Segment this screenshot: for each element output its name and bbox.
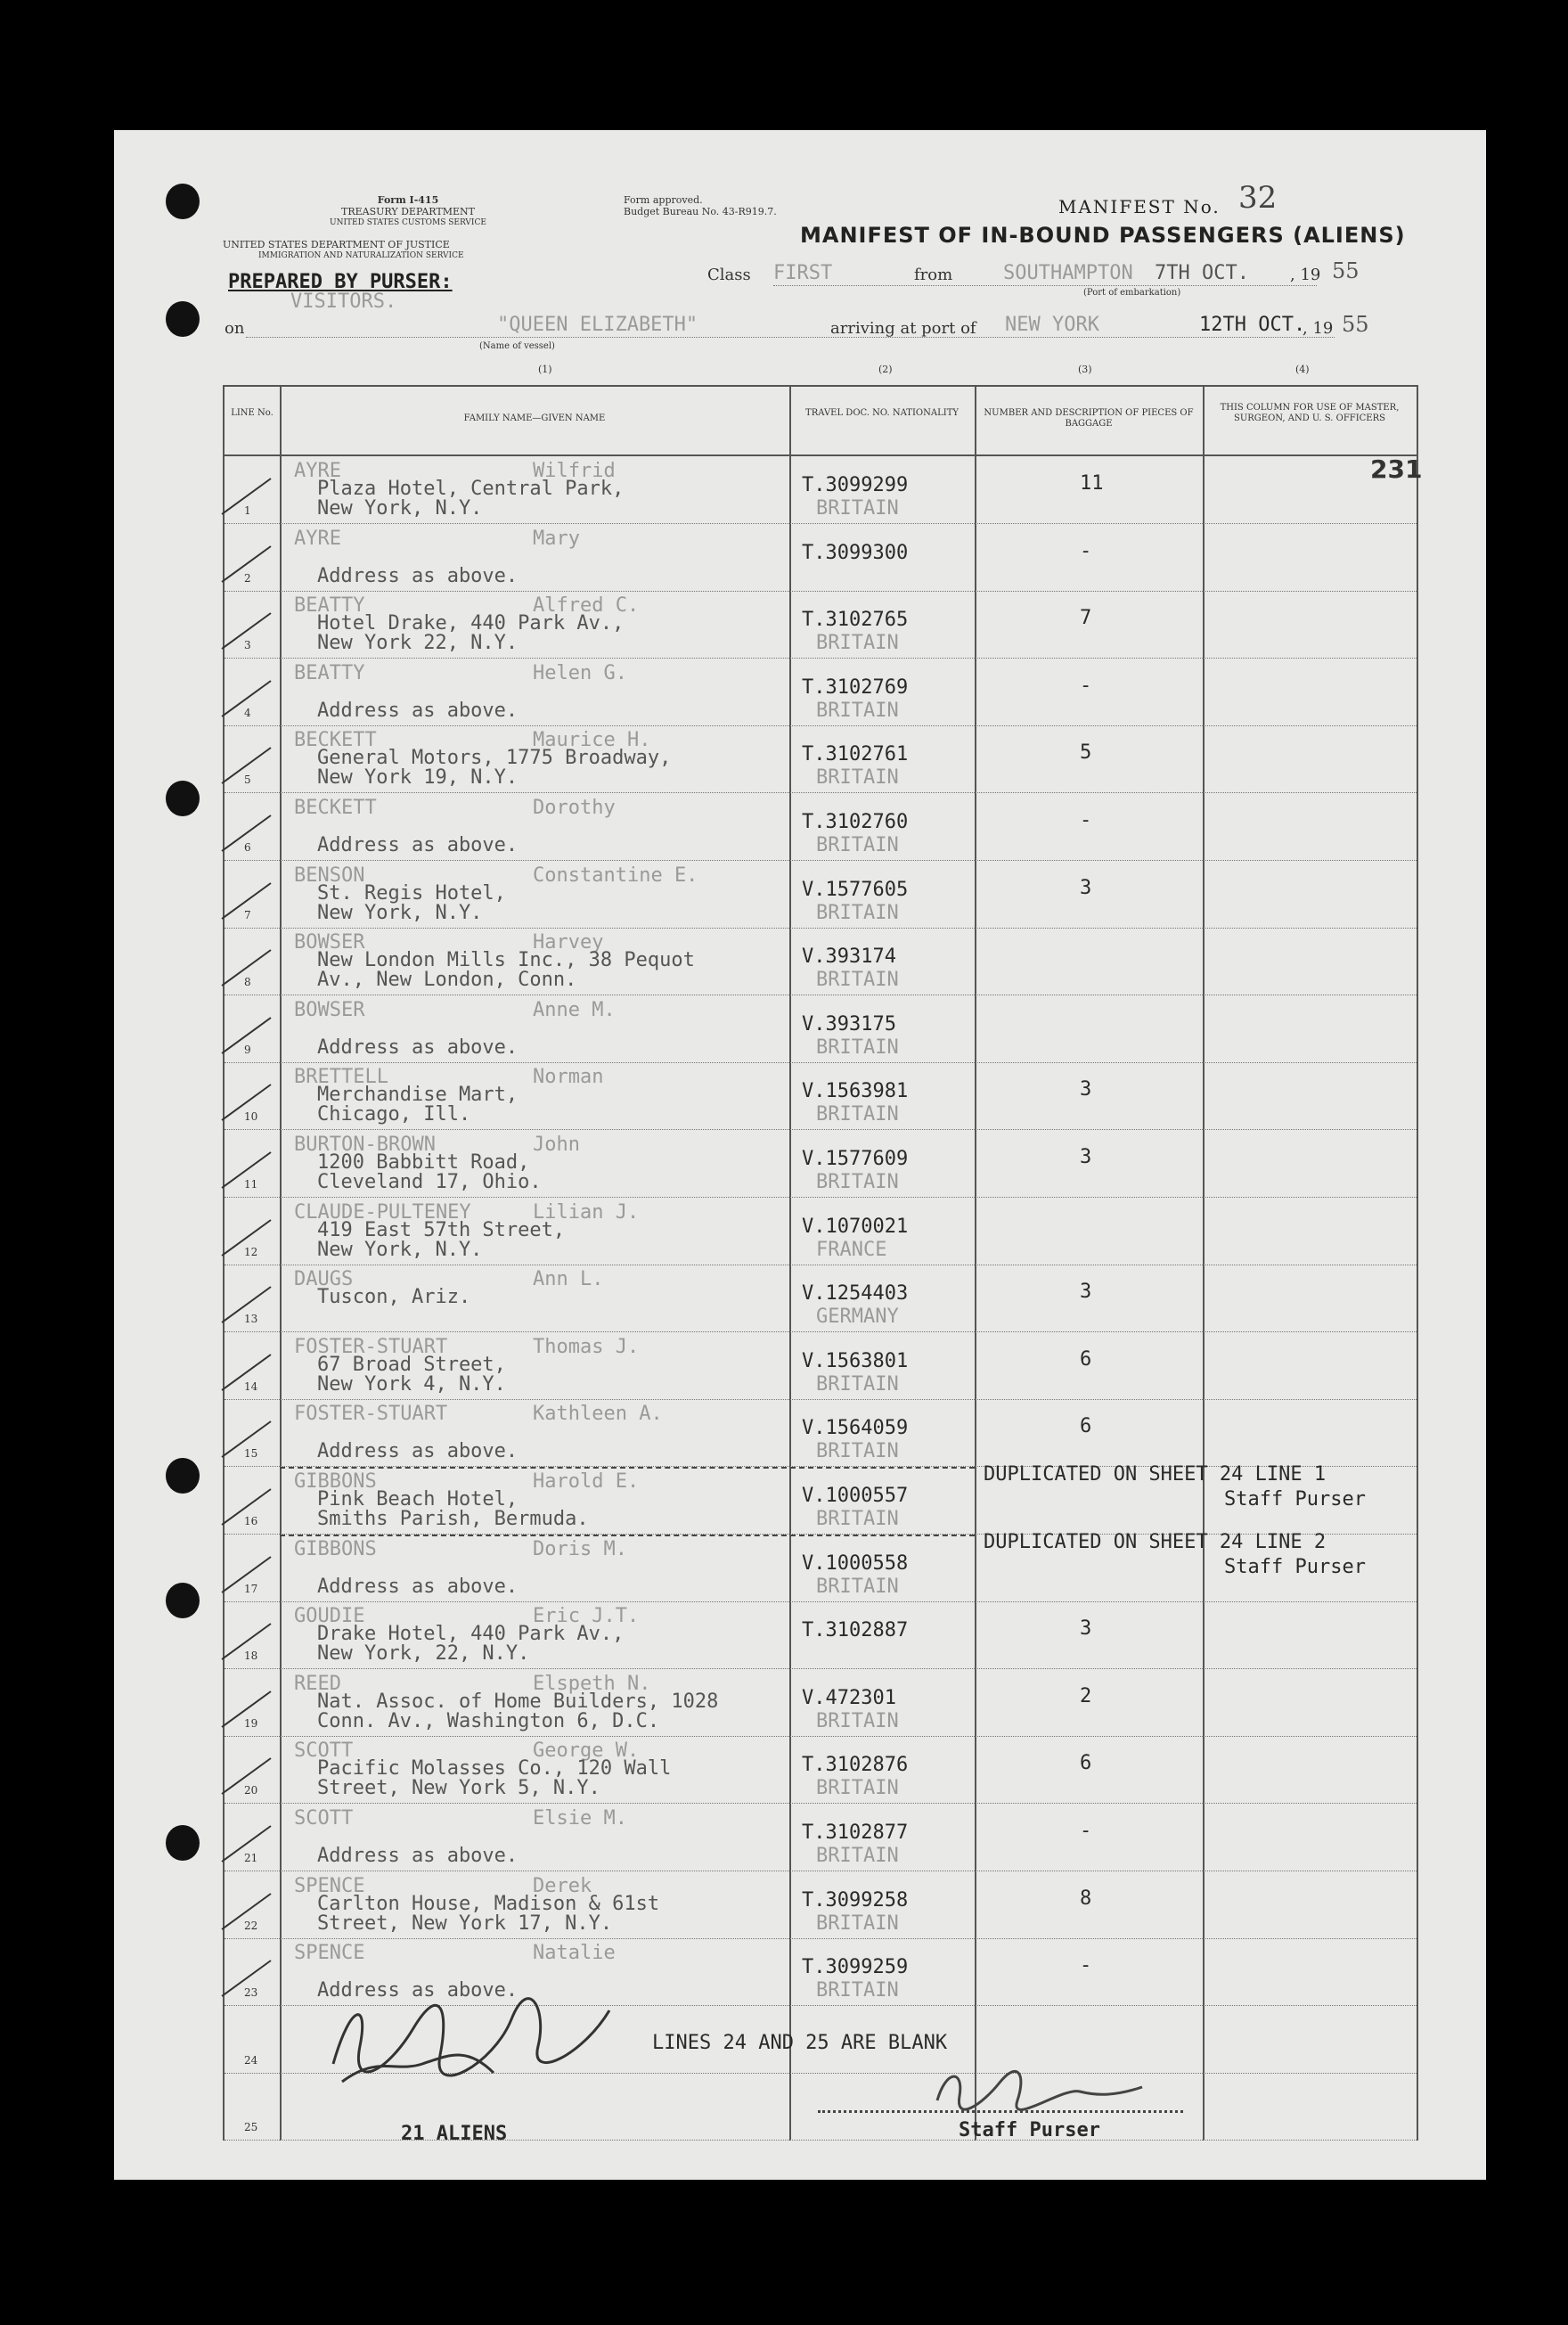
line-number: 12 bbox=[244, 1245, 258, 1258]
col-ref-1: (1) bbox=[538, 364, 552, 375]
line-number: 1 bbox=[244, 504, 251, 517]
header-travel-doc: TRAVEL DOC. NO. NATIONALITY bbox=[805, 408, 959, 418]
officer-note: Staff Purser bbox=[1224, 1488, 1366, 1510]
baggage-count: 6 bbox=[1080, 1347, 1092, 1371]
vessel-rule bbox=[246, 337, 1335, 338]
signature bbox=[315, 1993, 690, 2091]
nationality: BRITAIN bbox=[816, 1845, 899, 1867]
travel-doc-number: T.3099258 bbox=[802, 1888, 909, 1912]
table-row bbox=[225, 1332, 1418, 1400]
line-number: 17 bbox=[244, 1582, 258, 1595]
check-mark bbox=[217, 1013, 280, 1058]
line-number: 6 bbox=[244, 841, 251, 854]
table-row bbox=[225, 1198, 1418, 1265]
vessel-name: "QUEEN ELIZABETH" bbox=[497, 314, 698, 336]
baggage-count: 7 bbox=[1080, 607, 1092, 630]
family-name: BECKETT bbox=[294, 797, 377, 819]
family-name: GIBBONS bbox=[294, 1470, 377, 1493]
address-line-2: Av., New London, Conn. bbox=[317, 969, 577, 992]
purser-signature-mark bbox=[928, 2060, 1151, 2114]
duplicated-note: DUPLICATED ON SHEET 24 LINE 1 bbox=[984, 1463, 1327, 1486]
check-mark bbox=[217, 1687, 280, 1731]
class-label: Class bbox=[707, 266, 751, 284]
family-name: SPENCE bbox=[294, 1874, 365, 1897]
nationality: BRITAIN bbox=[816, 1036, 899, 1059]
treasury-department: TREASURY DEPARTMENT bbox=[341, 206, 475, 217]
check-mark bbox=[217, 1417, 280, 1461]
family-name: REED bbox=[294, 1672, 341, 1695]
given-name: Harvey bbox=[533, 931, 604, 954]
check-mark bbox=[217, 1080, 280, 1125]
travel-doc-number: V.1254403 bbox=[802, 1282, 909, 1306]
given-name: Natalie bbox=[533, 1942, 616, 1965]
address-line-2: Address as above. bbox=[317, 1575, 519, 1598]
table-row bbox=[225, 725, 1418, 793]
punch-hole bbox=[166, 1458, 200, 1494]
vessel-note: (Name of vessel) bbox=[479, 341, 555, 351]
check-mark bbox=[217, 609, 280, 653]
strike-rule bbox=[280, 1535, 975, 1536]
staff-purser-label: Staff Purser bbox=[959, 2119, 1100, 2141]
check-mark bbox=[217, 743, 280, 788]
manifest-table bbox=[223, 385, 1423, 2141]
address-line-2: Chicago, Ill. bbox=[317, 1103, 471, 1126]
line-number: 20 bbox=[244, 1784, 258, 1797]
duplicated-note: DUPLICATED ON SHEET 24 LINE 2 bbox=[984, 1530, 1327, 1553]
baggage-count: - bbox=[1080, 1954, 1092, 1977]
address-line-2: Cleveland 17, Ohio. bbox=[317, 1171, 542, 1193]
table-row bbox=[225, 995, 1418, 1063]
baggage-count: 5 bbox=[1080, 741, 1092, 765]
punch-hole bbox=[166, 301, 200, 337]
line-number: 22 bbox=[244, 1919, 258, 1932]
travel-doc-number: V.1070021 bbox=[802, 1215, 909, 1238]
on-label: on bbox=[225, 319, 245, 338]
table-row bbox=[225, 928, 1418, 995]
baggage-count: - bbox=[1080, 1820, 1092, 1842]
address-line-2: Street, New York 5, N.Y. bbox=[317, 1777, 600, 1800]
check-mark bbox=[217, 542, 280, 586]
given-name: Mary bbox=[533, 527, 580, 550]
page-title: MANIFEST OF IN-BOUND PASSENGERS (ALIENS) bbox=[800, 223, 1406, 248]
address-line-1: Plaza Hotel, Central Park, bbox=[317, 478, 625, 500]
table-body bbox=[225, 456, 1417, 2141]
table-row bbox=[225, 1530, 1418, 1602]
line-number: 18 bbox=[244, 1650, 258, 1663]
arrival-date: 12TH OCT. bbox=[1199, 314, 1306, 336]
stamp-number: 231 bbox=[1370, 454, 1423, 484]
address-line-2: Smiths Parish, Bermuda. bbox=[317, 1508, 589, 1530]
baggage-count: 3 bbox=[1080, 876, 1092, 899]
address-line-1: Drake Hotel, 440 Park Av., bbox=[317, 1623, 625, 1646]
family-name: GIBBONS bbox=[294, 1537, 377, 1560]
check-mark bbox=[217, 474, 280, 519]
table-row bbox=[225, 861, 1418, 929]
travel-doc-number: V.1564059 bbox=[802, 1417, 909, 1440]
baggage-count: 2 bbox=[1080, 1684, 1092, 1707]
line-number: 25 bbox=[244, 2121, 258, 2134]
blank-lines-note: LINES 24 AND 25 ARE BLANK bbox=[652, 2032, 948, 2054]
table-row bbox=[225, 1062, 1418, 1130]
table-row bbox=[225, 524, 1418, 592]
nationality: BRITAIN bbox=[816, 1103, 899, 1126]
travel-doc-number: V.393174 bbox=[802, 946, 896, 969]
table-row bbox=[225, 1601, 1418, 1669]
address-line-1: 67 Broad Street, bbox=[317, 1353, 506, 1376]
address-line-2: Address as above. bbox=[317, 564, 519, 587]
family-name: BOWSER bbox=[294, 998, 365, 1021]
nationality: BRITAIN bbox=[816, 1912, 899, 1935]
family-name: BURTON-BROWN bbox=[294, 1134, 436, 1156]
table-row bbox=[225, 1804, 1418, 1871]
table-row bbox=[225, 591, 1418, 659]
check-mark bbox=[217, 1956, 280, 2001]
baggage-count: 3 bbox=[1080, 1078, 1092, 1101]
form-approval bbox=[624, 194, 777, 217]
class-from-rule bbox=[773, 285, 1317, 286]
travel-doc-number: T.3102761 bbox=[802, 743, 909, 766]
address-line-1: Pink Beach Hotel, bbox=[317, 1488, 519, 1510]
year-prefix-2: , 19 bbox=[1303, 319, 1334, 338]
address-line-1: Merchandise Mart, bbox=[317, 1084, 519, 1107]
address-line-2: Address as above. bbox=[317, 1845, 519, 1867]
table-row bbox=[225, 1736, 1418, 1804]
address-line-2: New York 19, N.Y. bbox=[317, 766, 519, 790]
table-row bbox=[225, 1265, 1418, 1332]
col-ref-2: (2) bbox=[878, 364, 893, 375]
line-number: 8 bbox=[244, 976, 251, 989]
family-name: BECKETT bbox=[294, 729, 377, 752]
nationality: BRITAIN bbox=[816, 969, 899, 992]
punch-hole bbox=[166, 1825, 200, 1861]
line-number: 7 bbox=[244, 908, 251, 921]
manifest-number-label: MANIFEST No. bbox=[1058, 196, 1221, 217]
given-name: Ann L. bbox=[533, 1268, 604, 1291]
line-number: 21 bbox=[244, 1852, 258, 1864]
address-line-1: Carlton House, Madison & 61st bbox=[317, 1892, 660, 1915]
baggage-count: - bbox=[1080, 809, 1092, 831]
officer-note: Staff Purser bbox=[1224, 1555, 1366, 1578]
address-line-2: New York, N.Y. bbox=[317, 497, 483, 520]
prepared-by-purser: PREPARED BY PURSER: bbox=[228, 271, 453, 293]
travel-doc-number: T.3102765 bbox=[802, 609, 909, 632]
table-row bbox=[225, 659, 1418, 726]
year-2: 55 bbox=[1342, 312, 1369, 337]
baggage-count: - bbox=[1080, 674, 1092, 697]
travel-doc-number: V.1577609 bbox=[802, 1148, 909, 1170]
nationality: BRITAIN bbox=[816, 1777, 899, 1800]
punch-hole bbox=[166, 184, 200, 219]
given-name: Doris M. bbox=[533, 1537, 627, 1560]
customs-service: UNITED STATES CUSTOMS SERVICE bbox=[330, 218, 486, 227]
nationality: BRITAIN bbox=[816, 1440, 899, 1463]
address-line-1: Tuscon, Ariz. bbox=[317, 1286, 471, 1309]
family-name: BRETTELL bbox=[294, 1066, 388, 1089]
travel-doc-number: V.472301 bbox=[802, 1686, 896, 1709]
given-name: Lilian J. bbox=[533, 1200, 640, 1224]
travel-doc-number: T.3102760 bbox=[802, 811, 909, 833]
address-line-1: Hotel Drake, 440 Park Av., bbox=[317, 612, 625, 635]
family-name: BENSON bbox=[294, 864, 365, 887]
form-number: Form I-415 bbox=[377, 194, 439, 206]
address-line-2: Street, New York 17, N.Y. bbox=[317, 1912, 613, 1935]
line-number: 19 bbox=[244, 1716, 258, 1730]
given-name: Constantine E. bbox=[533, 864, 698, 887]
check-mark bbox=[217, 1216, 280, 1260]
given-name: Alfred C. bbox=[533, 594, 640, 618]
nationality: BRITAIN bbox=[816, 1508, 899, 1530]
table-row bbox=[225, 1399, 1418, 1467]
check-mark bbox=[217, 1282, 280, 1327]
check-mark bbox=[217, 676, 280, 721]
line-number: 4 bbox=[244, 706, 251, 719]
travel-doc-number: V.1577605 bbox=[802, 878, 909, 901]
line-number: 13 bbox=[244, 1313, 258, 1326]
check-mark bbox=[217, 946, 280, 990]
line-number: 11 bbox=[244, 1178, 258, 1191]
line-number: 14 bbox=[244, 1379, 258, 1393]
given-name: John bbox=[533, 1134, 580, 1156]
check-mark bbox=[217, 1485, 280, 1529]
given-name: Helen G. bbox=[533, 661, 627, 684]
manifest-page bbox=[114, 130, 1486, 2180]
baggage-count: 3 bbox=[1080, 1281, 1092, 1304]
family-name: FOSTER-STUART bbox=[294, 1403, 448, 1426]
line-number: 15 bbox=[244, 1447, 258, 1461]
check-mark bbox=[217, 811, 280, 856]
address-line-2: Conn. Av., Washington 6, D.C. bbox=[317, 1709, 660, 1732]
header-line-no: LINE No. bbox=[231, 408, 274, 418]
arriving-label: arriving at port of bbox=[830, 319, 976, 338]
given-name: George W. bbox=[533, 1740, 640, 1763]
travel-doc-number: V.393175 bbox=[802, 1012, 896, 1036]
col-ref-4: (4) bbox=[1295, 364, 1310, 375]
family-name: CLAUDE-PULTENEY bbox=[294, 1200, 471, 1224]
family-name: AYRE bbox=[294, 460, 341, 482]
given-name: Norman bbox=[533, 1066, 604, 1089]
header-officers: THIS COLUMN FOR USE OF MASTER, SURGEON, AND U. S. OFFICERS bbox=[1220, 403, 1400, 423]
travel-doc-number: T.3102769 bbox=[802, 675, 909, 699]
purser-signature bbox=[928, 2060, 1151, 2117]
nationality: BRITAIN bbox=[816, 1709, 899, 1732]
given-name: Elspeth N. bbox=[533, 1672, 651, 1695]
form-heading bbox=[319, 194, 497, 229]
check-mark bbox=[217, 1754, 280, 1798]
address-line-1: Pacific Molasses Co., 120 Wall bbox=[317, 1757, 672, 1781]
baggage-count: - bbox=[1080, 539, 1092, 562]
travel-doc-number: V.1563801 bbox=[802, 1349, 909, 1372]
nationality: FRANCE bbox=[816, 1238, 887, 1261]
given-name: Dorothy bbox=[533, 797, 616, 819]
family-name: SCOTT bbox=[294, 1740, 354, 1763]
given-name: Eric J.T. bbox=[533, 1605, 640, 1628]
address-line-2: Address as above. bbox=[317, 1979, 519, 2002]
punch-hole bbox=[166, 781, 200, 816]
budget-bureau: Budget Bureau No. 43-R919.7. bbox=[624, 206, 777, 217]
table-row bbox=[225, 1463, 1418, 1535]
baggage-count: 11 bbox=[1080, 472, 1104, 495]
class-value: FIRST bbox=[773, 262, 833, 284]
family-name: SCOTT bbox=[294, 1807, 354, 1830]
signature-mark bbox=[315, 1993, 690, 2091]
address-line-2: New York, N.Y. bbox=[317, 1238, 483, 1261]
line-number: 5 bbox=[244, 774, 251, 787]
col-ref-3: (3) bbox=[1078, 364, 1092, 375]
arrival-port: NEW YORK bbox=[1005, 314, 1099, 336]
line-number: 23 bbox=[244, 1986, 258, 2000]
nationality: BRITAIN bbox=[816, 1979, 899, 2002]
manifest-number: 32 bbox=[1238, 180, 1278, 216]
header-name: FAMILY NAME—GIVEN NAME bbox=[463, 413, 606, 423]
nationality: BRITAIN bbox=[816, 766, 899, 790]
family-name: AYRE bbox=[294, 527, 341, 550]
table-row bbox=[225, 1669, 1418, 1737]
baggage-count: 3 bbox=[1080, 1617, 1092, 1641]
address-line-2: New York 22, N.Y. bbox=[317, 632, 519, 655]
line-number: 3 bbox=[244, 639, 251, 652]
justice-department: UNITED STATES DEPARTMENT OF JUSTICE bbox=[223, 239, 450, 250]
year-prefix-1: , 19 bbox=[1290, 266, 1321, 284]
given-name: Thomas J. bbox=[533, 1335, 640, 1358]
address-line-1: 419 East 57th Street, bbox=[317, 1218, 566, 1241]
family-name: FOSTER-STUART bbox=[294, 1335, 448, 1358]
address-line-1: General Motors, 1775 Broadway, bbox=[317, 747, 672, 770]
address-line-2: Address as above. bbox=[317, 1440, 519, 1463]
total-aliens: 21 ALIENS bbox=[401, 2123, 508, 2145]
form-approved: Form approved. bbox=[624, 194, 703, 206]
address-line-2: New York 4, N.Y. bbox=[317, 1372, 506, 1396]
nationality: BRITAIN bbox=[816, 1372, 899, 1396]
visitors-label: VISITORS. bbox=[290, 291, 397, 313]
given-name: Derek bbox=[533, 1874, 592, 1897]
line-number: 2 bbox=[244, 571, 251, 585]
address-line-2: Address as above. bbox=[317, 834, 519, 856]
family-name: BEATTY bbox=[294, 594, 365, 618]
travel-doc-number: V.1000557 bbox=[802, 1485, 909, 1507]
family-name: DAUGS bbox=[294, 1268, 354, 1291]
line-number: 16 bbox=[244, 1515, 258, 1527]
table-row bbox=[225, 1871, 1418, 1939]
address-line-2: New York, 22, N.Y. bbox=[317, 1642, 530, 1666]
travel-doc-number: T.3102887 bbox=[802, 1619, 909, 1642]
from-port: SOUTHAMPTON bbox=[1003, 262, 1133, 284]
strike-rule bbox=[280, 1467, 975, 1469]
port-of-embarkation-note: (Port of embarkation) bbox=[1083, 288, 1181, 298]
nationality: BRITAIN bbox=[816, 699, 899, 722]
travel-doc-number: T.3099299 bbox=[802, 474, 909, 496]
check-mark bbox=[217, 1619, 280, 1664]
check-mark bbox=[217, 1148, 280, 1192]
table-row bbox=[225, 456, 1418, 524]
nationality: BRITAIN bbox=[816, 834, 899, 856]
table-row bbox=[225, 793, 1418, 861]
check-mark bbox=[217, 1552, 280, 1597]
travel-doc-number: T.3102877 bbox=[802, 1822, 909, 1844]
travel-doc-number: V.1000558 bbox=[802, 1551, 909, 1575]
given-name: Harold E. bbox=[533, 1470, 640, 1493]
travel-doc-number: V.1563981 bbox=[802, 1080, 909, 1103]
address-line-1: New London Mills Inc., 38 Pequot bbox=[317, 949, 695, 972]
from-date: 7TH OCT. bbox=[1155, 262, 1249, 284]
nationality: GERMANY bbox=[816, 1306, 899, 1329]
nationality: BRITAIN bbox=[816, 901, 899, 924]
year-1: 55 bbox=[1332, 258, 1360, 283]
table-row bbox=[225, 1130, 1418, 1198]
baggage-count: 6 bbox=[1080, 1415, 1092, 1438]
line-number: 24 bbox=[244, 2053, 258, 2067]
family-name: BOWSER bbox=[294, 931, 365, 954]
given-name: Maurice H. bbox=[533, 729, 651, 752]
immigration-service: IMMIGRATION AND NATURALIZATION SERVICE bbox=[258, 251, 464, 260]
travel-doc-number: T.3099259 bbox=[802, 1956, 909, 1979]
family-name: BEATTY bbox=[294, 661, 365, 684]
justice-heading bbox=[223, 239, 597, 262]
nationality: BRITAIN bbox=[816, 497, 899, 520]
given-name: Wilfrid bbox=[533, 460, 616, 482]
travel-doc-number: T.3102876 bbox=[802, 1754, 909, 1777]
punch-hole bbox=[166, 1583, 200, 1618]
address-line-1: St. Regis Hotel, bbox=[317, 881, 506, 905]
given-name: Elsie M. bbox=[533, 1807, 627, 1830]
given-name: Kathleen A. bbox=[533, 1403, 663, 1426]
address-line-2: New York, N.Y. bbox=[317, 901, 483, 924]
given-name: Anne M. bbox=[533, 998, 616, 1021]
check-mark bbox=[217, 1822, 280, 1866]
from-label: from bbox=[914, 266, 953, 284]
baggage-count: 6 bbox=[1080, 1752, 1092, 1775]
address-line-2: Address as above. bbox=[317, 699, 519, 722]
family-name: GOUDIE bbox=[294, 1605, 365, 1628]
line-number: 10 bbox=[244, 1110, 258, 1124]
check-mark bbox=[217, 1350, 280, 1395]
family-name: SPENCE bbox=[294, 1942, 365, 1965]
check-mark bbox=[217, 1889, 280, 1934]
travel-doc-number: T.3099300 bbox=[802, 541, 909, 564]
address-line-2: Address as above. bbox=[317, 1036, 519, 1059]
address-line-1: Nat. Assoc. of Home Builders, 1028 bbox=[317, 1690, 719, 1713]
nationality: BRITAIN bbox=[816, 1575, 899, 1598]
baggage-count: 8 bbox=[1080, 1887, 1092, 1910]
check-mark bbox=[217, 879, 280, 923]
address-line-1: 1200 Babbitt Road, bbox=[317, 1151, 530, 1174]
header-baggage: NUMBER AND DESCRIPTION OF PIECES OF BAGGAGE bbox=[984, 408, 1194, 429]
line-number: 9 bbox=[244, 1043, 251, 1056]
nationality: BRITAIN bbox=[816, 1171, 899, 1193]
baggage-count: 3 bbox=[1080, 1146, 1092, 1168]
nationality: BRITAIN bbox=[816, 632, 899, 655]
